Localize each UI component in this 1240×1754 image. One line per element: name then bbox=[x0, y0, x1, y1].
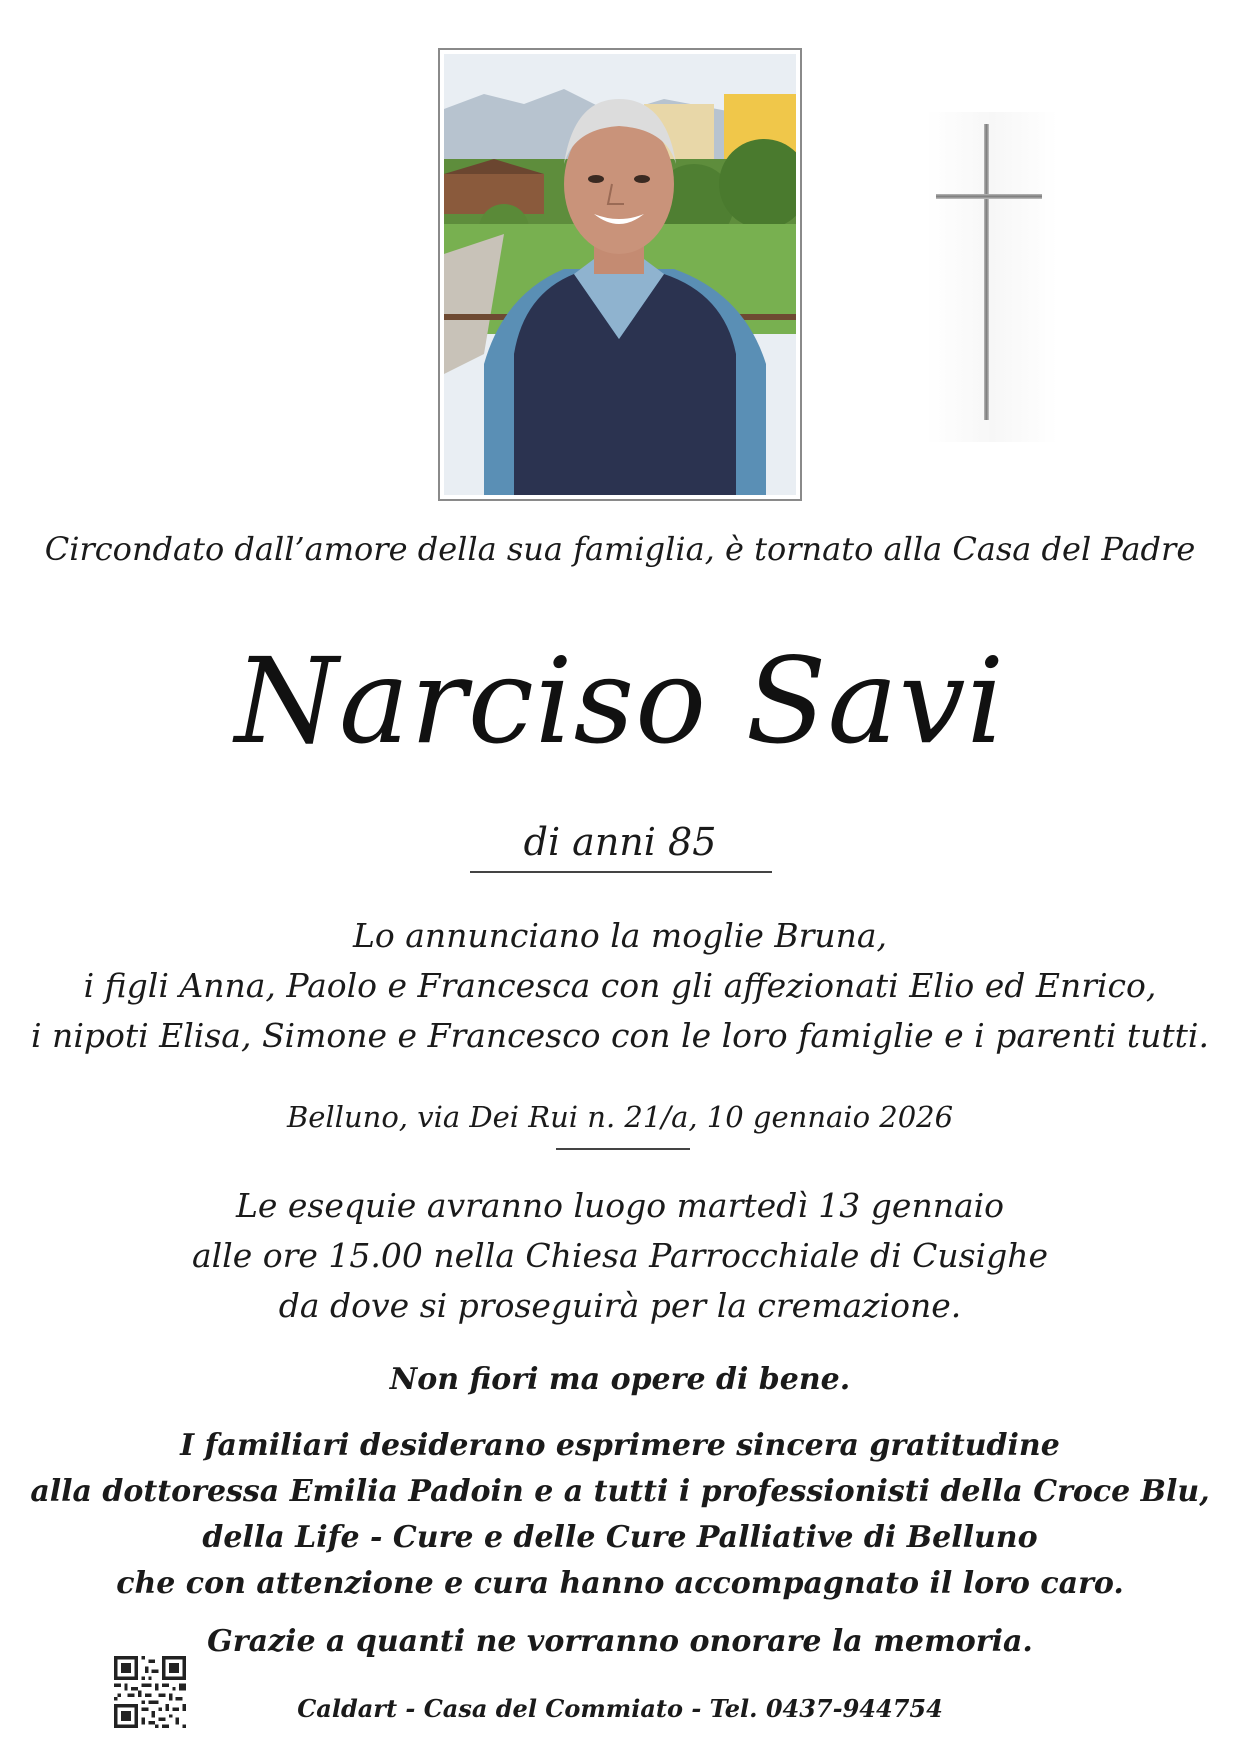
address-date: Belluno, via Dei Rui n. 21/a, 10 gennaio 2026 bbox=[286, 1100, 954, 1134]
funeral-home-contact: Caldart - Casa del Commiato - Tel. 0437-944754 bbox=[297, 1694, 943, 1723]
portrait-frame bbox=[438, 48, 802, 501]
age-divider bbox=[470, 871, 772, 873]
intro-text: Circondato dall’amore della sua famiglia, è tornato alla Casa del Padre bbox=[44, 530, 1196, 568]
thanks-line: I familiari desiderano esprimere sincera gratitudine bbox=[180, 1428, 1060, 1463]
announcement-line: Lo annunciano la moglie Bruna, bbox=[352, 916, 888, 955]
funeral-line: da dove si proseguirà per la cremazione. bbox=[278, 1286, 962, 1325]
funeral-line: Le esequie avranno luogo martedì 13 gennaio bbox=[235, 1186, 1005, 1225]
portrait-photo bbox=[444, 54, 796, 495]
cross-background bbox=[926, 112, 1058, 442]
cross-icon-bar bbox=[936, 194, 1042, 199]
thanks-line: che con attenzione e cura hanno accompagnato il loro caro. bbox=[116, 1566, 1124, 1601]
gratitude-note: Grazie a quanti ne vorranno onorare la memoria. bbox=[207, 1624, 1033, 1659]
announcement-line: i nipoti Elisa, Simone e Francesco con le loro famiglie e i parenti tutti. bbox=[31, 1016, 1209, 1055]
address-divider bbox=[556, 1148, 690, 1150]
deceased-name: Narciso Savi bbox=[234, 632, 1006, 770]
age-text: di anni 85 bbox=[523, 820, 717, 864]
no-flowers-note: Non fiori ma opere di bene. bbox=[389, 1362, 851, 1397]
announcement-line: i figli Anna, Paolo e Francesca con gli affezionati Elio ed Enrico, bbox=[83, 966, 1157, 1005]
thanks-line: alla dottoressa Emilia Padoin e a tutti i professionisti della Croce Blu, bbox=[30, 1474, 1210, 1509]
cross-icon bbox=[984, 124, 989, 420]
thanks-line: della Life - Cure e delle Cure Palliative di Belluno bbox=[202, 1520, 1038, 1555]
funeral-line: alle ore 15.00 nella Chiesa Parrocchiale di Cusighe bbox=[191, 1236, 1049, 1275]
